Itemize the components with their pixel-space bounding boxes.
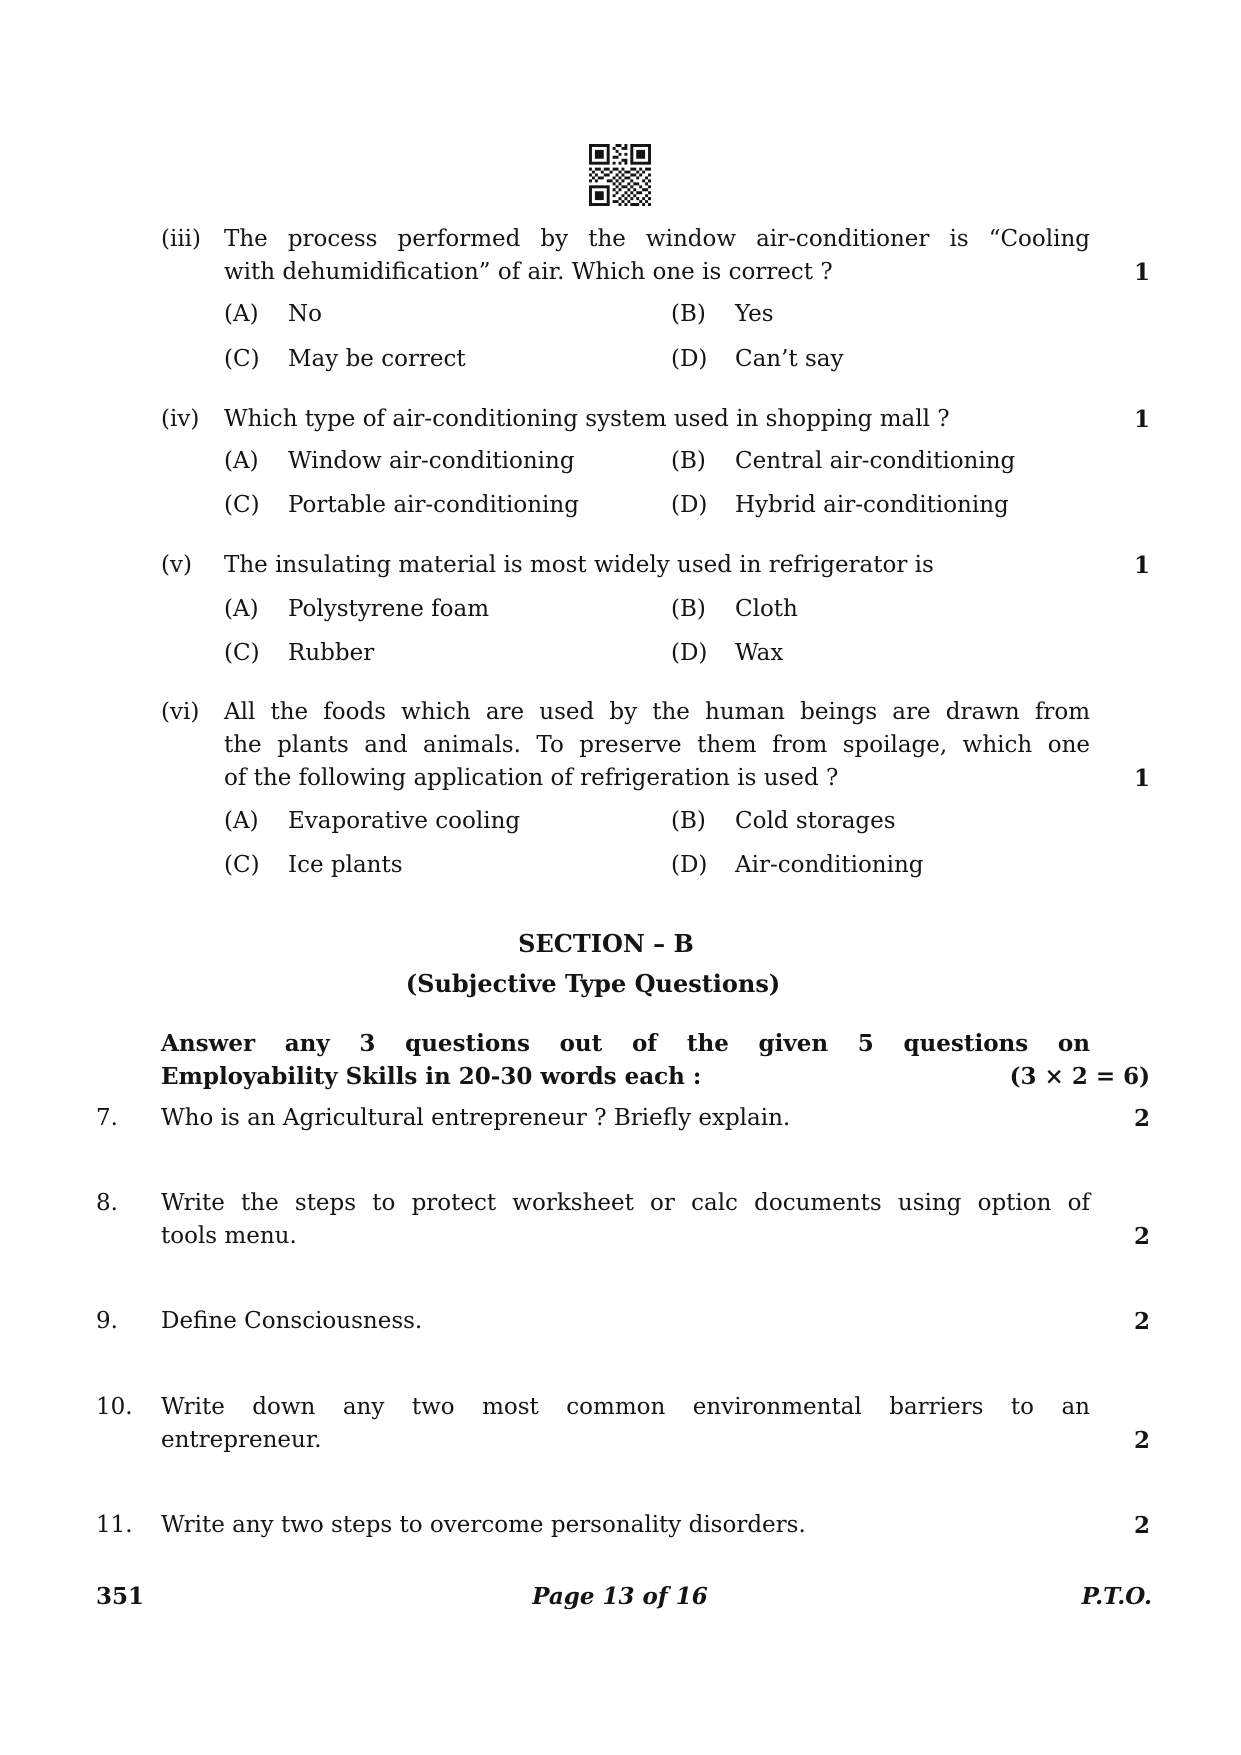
question-text [161, 1102, 1090, 1135]
question-marks: 2 [1133, 1308, 1150, 1335]
page-number: Page 13 of 16 [532, 1583, 708, 1610]
option-label: (A) [224, 596, 259, 622]
question-line: Who is an Agricultural entrepreneur ? Briefly explain. [161, 1105, 791, 1131]
option-label: (B) [671, 808, 706, 834]
option-text: Polystyrene foam [288, 596, 490, 622]
options-row [0, 805, 1241, 838]
section-subtitle: (Subjective Type Questions) [405, 969, 781, 998]
question-iii [0, 223, 1241, 289]
pto-label: P.T.O. [1081, 1583, 1152, 1610]
section-title: SECTION – B [518, 929, 694, 958]
question-text [224, 696, 1090, 795]
question-marks: 1 [1133, 552, 1150, 579]
question-7 [0, 1102, 1241, 1135]
question-line: Write the steps to protect worksheet or calc documents using option of [161, 1190, 1090, 1216]
option-label: (B) [671, 596, 706, 622]
option-text: Air-conditioning [735, 852, 924, 878]
option-label: (B) [671, 448, 706, 474]
options-row [0, 445, 1241, 478]
options-row [0, 489, 1241, 522]
options-row [0, 849, 1241, 882]
question-line: Write down any two most common environmental barriers to an [161, 1394, 1090, 1420]
option-text: No [288, 301, 322, 327]
option-label: (D) [671, 640, 708, 666]
question-number: (iv) [161, 406, 200, 432]
question-text [161, 1305, 1090, 1338]
question-8 [0, 1187, 1241, 1253]
question-number: (v) [161, 552, 192, 578]
question-number: 11. [96, 1512, 133, 1538]
question-text [161, 1187, 1090, 1253]
question-marks: 2 [1133, 1105, 1150, 1132]
option-text: Yes [735, 301, 774, 327]
question-text [224, 223, 1090, 289]
question-line: entrepreneur. [161, 1427, 322, 1453]
option-text: Cloth [735, 596, 798, 622]
question-v [0, 549, 1241, 582]
option-label: (C) [224, 492, 260, 518]
option-text: Cold storages [735, 808, 896, 834]
question-text [161, 1509, 1090, 1542]
qr-code-icon [589, 144, 651, 206]
option-text: Hybrid air-conditioning [735, 492, 1009, 518]
options-row [0, 298, 1241, 331]
question-line: tools menu. [161, 1223, 297, 1249]
option-text: Central air-conditioning [735, 448, 1016, 474]
question-number: 10. [96, 1394, 133, 1420]
option-label: (A) [224, 301, 259, 327]
paper-code: 351 [96, 1583, 145, 1610]
option-text: Window air-conditioning [288, 448, 575, 474]
option-label: (D) [671, 492, 708, 518]
options-row [0, 343, 1241, 376]
question-9 [0, 1305, 1241, 1338]
question-marks: 2 [1133, 1512, 1150, 1539]
option-text: Ice plants [288, 852, 403, 878]
question-number: (vi) [161, 699, 200, 725]
question-line: The process performed by the window air-conditioner is “Cooling [224, 226, 1090, 252]
option-text: Wax [735, 640, 784, 666]
question-10 [0, 1391, 1241, 1457]
option-label: (D) [671, 852, 708, 878]
question-iv [0, 403, 1241, 436]
question-number: 8. [96, 1190, 118, 1216]
instruction-line: Answer any 3 questions out of the given 5 questions on [161, 1030, 1090, 1057]
question-text [224, 403, 1090, 436]
question-marks: 1 [1133, 765, 1150, 792]
question-marks: 2 [1133, 1427, 1150, 1454]
option-text: Portable air-conditioning [288, 492, 579, 518]
question-line: All the foods which are used by the human beings are drawn from [224, 699, 1090, 725]
instruction-line: Employability Skills in 20-30 words each : [161, 1063, 702, 1090]
section-instruction [0, 1027, 1241, 1093]
question-vi [0, 696, 1241, 795]
question-line: The insulating material is most widely used in refrigerator is [224, 552, 934, 578]
option-label: (C) [224, 852, 260, 878]
question-number: (iii) [161, 226, 202, 252]
question-line: the plants and animals. To preserve them from spoilage, which one [224, 732, 1090, 758]
option-label: (C) [224, 640, 260, 666]
option-text: Can’t say [735, 346, 844, 372]
question-number: 9. [96, 1308, 118, 1334]
question-number: 7. [96, 1105, 118, 1131]
question-text [161, 1391, 1090, 1457]
question-marks: 1 [1133, 259, 1150, 286]
option-text: May be correct [288, 346, 466, 372]
option-label: (D) [671, 346, 708, 372]
question-line: of the following application of refrigeration is used ? [224, 765, 839, 791]
question-line: Write any two steps to overcome personality disorders. [161, 1512, 806, 1538]
option-label: (A) [224, 448, 259, 474]
option-label: (C) [224, 346, 260, 372]
question-marks: 1 [1133, 406, 1150, 433]
option-text: Evaporative cooling [288, 808, 521, 834]
question-line: with dehumidification” of air. Which one is correct ? [224, 259, 833, 285]
option-label: (A) [224, 808, 259, 834]
question-marks: 2 [1133, 1223, 1150, 1250]
question-11 [0, 1509, 1241, 1542]
question-line: Which type of air-conditioning system used in shopping mall ? [224, 406, 950, 432]
options-row [0, 637, 1241, 670]
option-label: (B) [671, 301, 706, 327]
options-row [0, 593, 1241, 626]
option-text: Rubber [288, 640, 375, 666]
question-text [224, 549, 1090, 582]
page-footer [0, 1580, 1241, 1613]
instruction-marks: (3 × 2 = 6) [1009, 1063, 1150, 1090]
question-line: Define Consciousness. [161, 1308, 423, 1334]
instruction-text [161, 1027, 1090, 1093]
